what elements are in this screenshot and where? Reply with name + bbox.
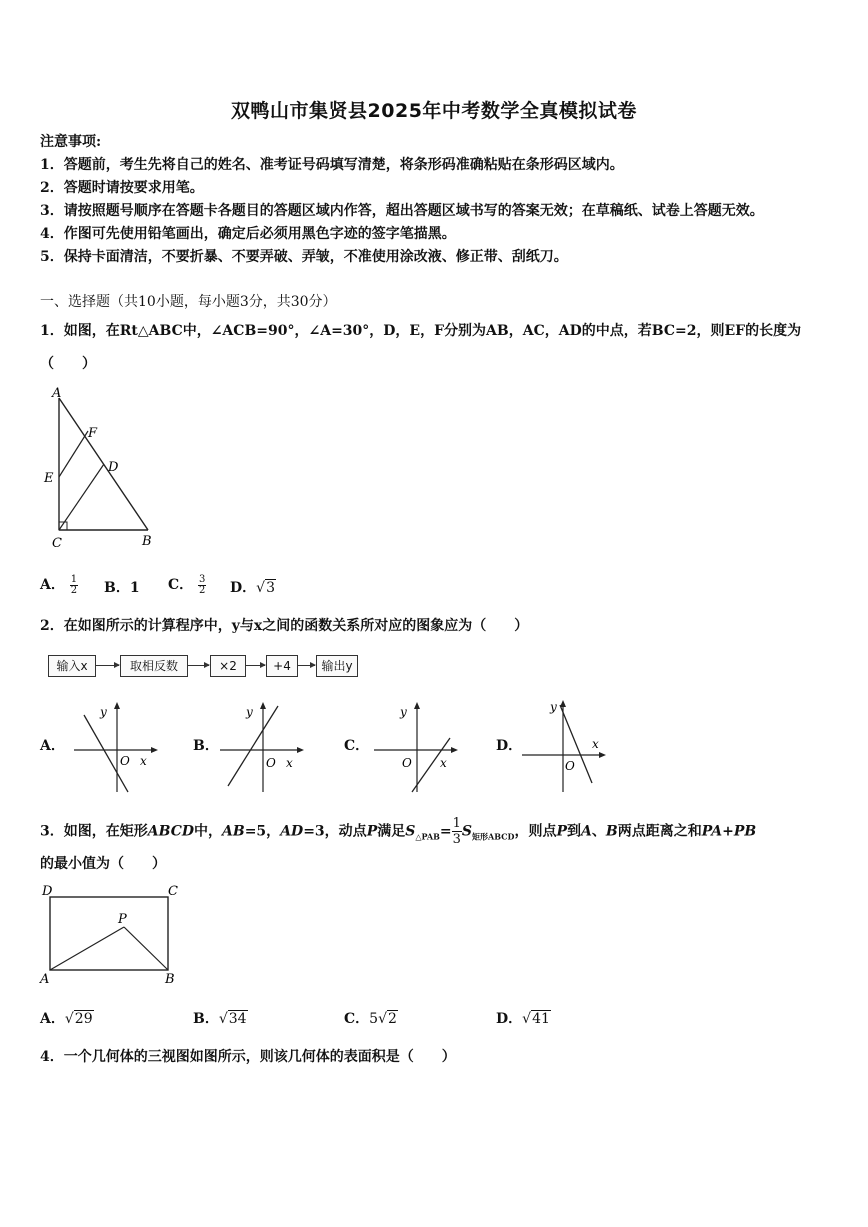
q2-graph-d[interactable] (520, 697, 610, 795)
q1-option-d[interactable]: D．√3 (230, 580, 275, 596)
q3-option-c[interactable]: C．5√2 (344, 1011, 397, 1027)
q3-label-d: D (42, 884, 53, 899)
flow-arrow-1 (95, 665, 119, 666)
q1-option-a-fraction: $\frac{1}{2}$ (70, 573, 78, 596)
page-title: 双鸭山市集贤县2025年中考数学全真模拟试卷 (231, 100, 637, 122)
q1-option-b[interactable]: B．1 (104, 580, 140, 596)
q2-option-d-label[interactable]: D． (496, 738, 523, 754)
svg-text:x: x (286, 756, 293, 770)
q3-option-a[interactable]: A．√29 (40, 1011, 93, 1027)
notice-item-4: 4．作图可先使用铅笔画出，确定后必须用黑色字迹的签字笔描黑。 (40, 226, 456, 242)
q1-label-a: A (52, 386, 62, 401)
q1-option-d-sqrt: √3 (256, 580, 275, 596)
q1-option-c-fraction: $\frac{3}{2}$ (199, 573, 206, 596)
q1-label-d: D (108, 460, 119, 475)
flow-step-negate: 取相反数 (120, 655, 188, 677)
notice-item-2: 2．答题时请按要求用笔。 (40, 180, 204, 196)
flow-step-times2: ×2 (210, 655, 246, 677)
svg-text:y: y (400, 705, 407, 719)
q3-text-line2: 的最小值为（ ） (40, 856, 166, 872)
q3-label-b: B (165, 972, 175, 987)
q1-option-c[interactable]: C． $\frac{3}{2}$ (168, 573, 206, 596)
svg-text:y: y (100, 705, 107, 719)
notice-heading: 注意事项: (40, 134, 102, 150)
q1-option-a[interactable]: A． $\frac{1}{2}$ (40, 573, 78, 596)
flow-arrow-2 (187, 665, 209, 666)
svg-text:y: y (550, 700, 557, 714)
svg-text:O: O (402, 756, 412, 770)
q3-label-c: C (168, 884, 178, 899)
q2-text: 2．在如图所示的计算程序中，y与x之间的函数关系所对应的图象应为（ ） (40, 618, 529, 634)
q2-graph-b[interactable] (218, 700, 308, 795)
q1-label-c: C (52, 536, 62, 550)
svg-text:O: O (565, 759, 575, 773)
q3-option-b[interactable]: B．√34 (193, 1011, 247, 1027)
svg-text:O: O (120, 754, 130, 768)
notice-item-3: 3．请按照题号顺序在答题卡各题目的答题区域内作答，超出答题区域书写的答案无效；在草稿纸、试卷上答题无效。 (40, 203, 764, 219)
q1-label-f: F (88, 426, 98, 441)
q2-graph-a[interactable] (72, 700, 162, 795)
q3-label-a: A (40, 972, 50, 987)
svg-text:x: x (140, 754, 147, 768)
section-heading: 一、选择题（共10小题，每小题3分，共30分） (40, 294, 337, 310)
flow-step-output: 输出y (316, 655, 358, 677)
q4-text: 4．一个几何体的三视图如图所示，则该几何体的表面积是（ ） (40, 1049, 456, 1065)
svg-text:x: x (440, 756, 447, 770)
q2-option-b-label[interactable]: B． (193, 738, 219, 754)
svg-text:O: O (266, 756, 276, 770)
q2-option-a-label[interactable]: A． (40, 738, 65, 754)
q3-option-d[interactable]: D．√41 (496, 1011, 550, 1027)
flow-arrow-3 (245, 665, 265, 666)
notice-item-1: 1．答题前，考生先将自己的姓名、准考证号码填写清楚，将条形码准确粘贴在条形码区域内。 (40, 157, 624, 173)
notice-item-5: 5．保持卡面清洁，不要折暴、不要弄破、弄皱，不准使用涂改液、修正带、刮纸刀。 (40, 249, 568, 265)
svg-text:y: y (246, 705, 253, 719)
flow-step-plus4: +4 (266, 655, 298, 677)
q3-label-p: P (118, 912, 127, 927)
q1-label-b: B (142, 534, 152, 549)
q1-triangle-figure (38, 385, 162, 550)
svg-text:x: x (592, 737, 599, 751)
q3-rectangle-figure (38, 882, 188, 987)
q1-text: 1．如图，在Rt△ABC中，∠ACB=90°，∠A=30°，D，E，F分别为AB，AC，AD的中点，若BC=2，则EF的长度为 (40, 323, 802, 339)
q2-option-c-label[interactable]: C． (344, 738, 370, 754)
flow-step-input: 输入x (48, 655, 96, 677)
flow-arrow-4 (297, 665, 315, 666)
q1-label-e: E (44, 471, 54, 486)
q1-paren: （ ） (40, 356, 96, 372)
q2-graph-c[interactable] (372, 700, 462, 795)
q3-text: 3．如图，在矩形ABCD中，AB=5，AD=3，动点P满足$S_{\triangle PAB}=$ $\frac{1}{3}$ $S_{矩形ABCD}$，则点P到A、B两点距离之和PA+PB (40, 816, 757, 847)
